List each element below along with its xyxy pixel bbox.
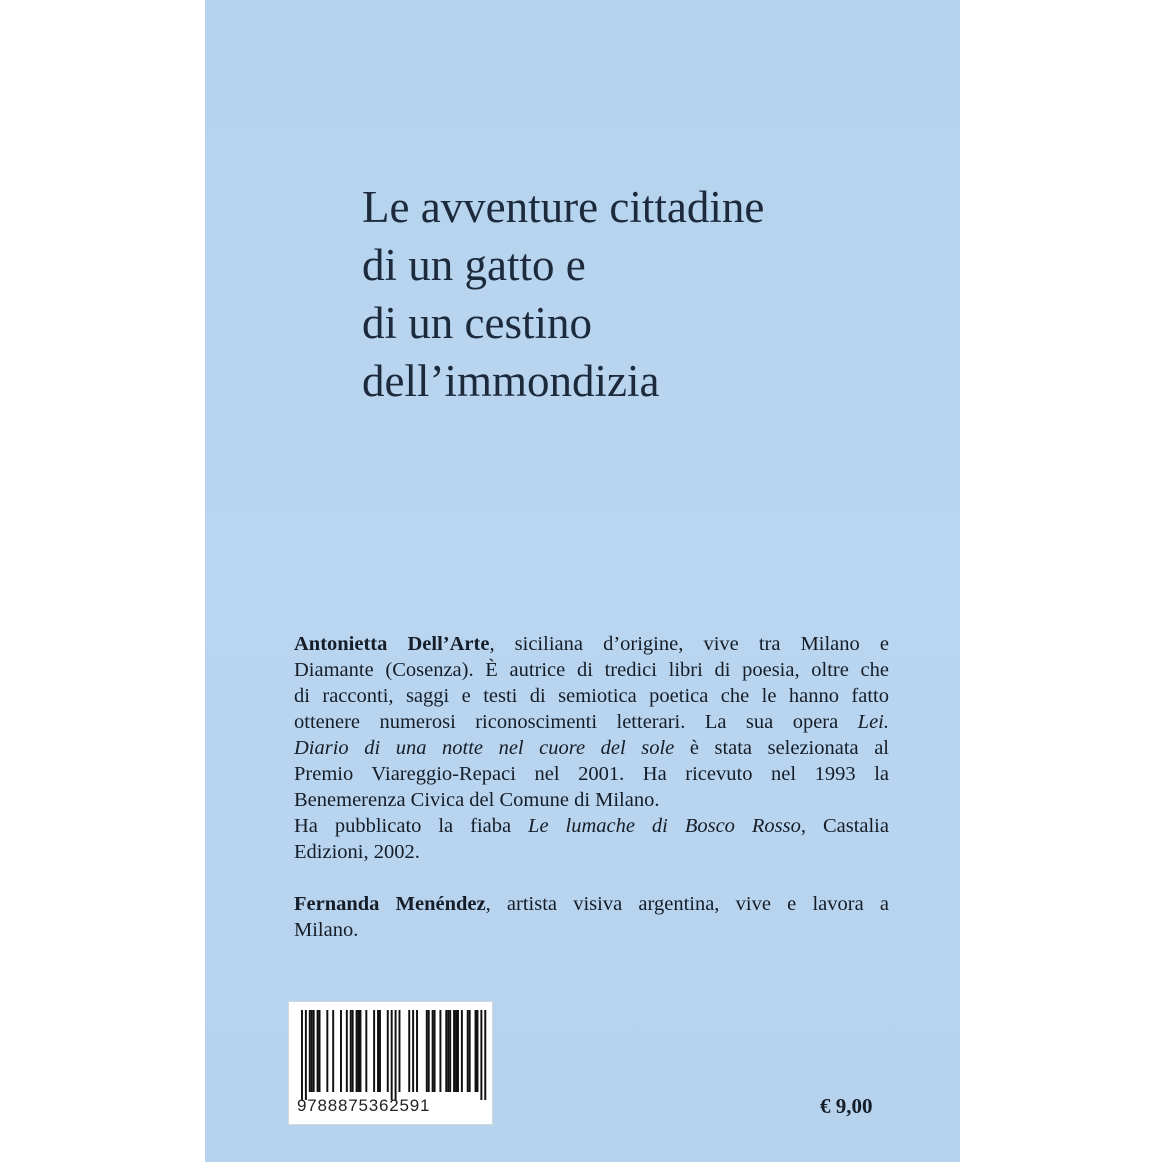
barcode-bar — [350, 1010, 352, 1092]
barcode-bar — [484, 1010, 486, 1100]
barcode-bar — [416, 1010, 418, 1092]
barcode-bar — [399, 1010, 401, 1092]
barcode-bar — [356, 1010, 358, 1092]
barcode-bar — [426, 1010, 428, 1092]
bio-section — [294, 631, 889, 943]
work-title: Lei. — [857, 711, 889, 733]
barcode-bar — [365, 1010, 367, 1092]
barcode-bar — [480, 1010, 482, 1100]
title-line: dell’immondizia — [362, 356, 660, 406]
barcode-bar — [445, 1010, 447, 1092]
title-line: di un cestino — [362, 298, 592, 348]
barcode-bar — [301, 1010, 303, 1100]
author-bio-line: Diamante (Cosenza). È autrice di tredici libri di poesia, oltre che — [294, 659, 889, 681]
author-bio-line — [294, 735, 889, 761]
barcode-bar — [391, 1010, 393, 1100]
book-back-cover — [205, 0, 960, 1162]
author-bio-text: , Castalia — [800, 815, 889, 837]
barcode-bar — [373, 1010, 375, 1092]
barcode-bar — [461, 1010, 463, 1092]
barcode-bar — [326, 1010, 328, 1092]
illustrator-bio-line — [294, 891, 889, 917]
author-bio-line: Edizioni, 2002. — [294, 841, 420, 863]
barcode-bar — [377, 1010, 379, 1092]
barcode-bar — [434, 1010, 436, 1092]
barcode-bar — [477, 1010, 479, 1092]
price: € 9,00 — [820, 1094, 873, 1118]
barcode-bar — [352, 1010, 354, 1092]
illustrator-name: Fernanda Menéndez — [294, 893, 486, 915]
author-bio-line — [294, 813, 889, 839]
barcode-bar — [475, 1010, 477, 1092]
barcode-bar — [428, 1010, 430, 1092]
barcode-bar — [447, 1010, 449, 1092]
author-bio-line: Premio Viareggio-Repaci nel 2001. Ha ricevuto nel 1993 la — [294, 763, 889, 785]
illustrator-bio — [294, 891, 889, 943]
author-bio-text: ottenere numerosi riconoscimenti letterari. La sua opera — [294, 711, 858, 733]
barcode-bar — [305, 1010, 307, 1100]
barcode-bar — [358, 1010, 360, 1092]
barcode-bar — [360, 1010, 362, 1092]
barcode-bar — [449, 1010, 451, 1092]
barcode-bar — [332, 1010, 334, 1092]
illustrator-bio-text: , artista visiva argentina, vive e lavora a — [485, 893, 889, 915]
barcode-bar — [346, 1010, 348, 1092]
barcode-bar — [317, 1010, 319, 1092]
author-bio-text: , siciliana d’origine, vive tra Milano e — [489, 633, 889, 655]
barcode-bar — [412, 1010, 414, 1092]
barcode — [288, 1001, 493, 1125]
barcode-bar — [395, 1010, 397, 1100]
author-bio-line: Benemerenza Civica del Comune di Milano. — [294, 789, 660, 811]
barcode-bar — [432, 1010, 434, 1092]
barcode-bar — [467, 1010, 469, 1092]
barcode-bar — [439, 1010, 441, 1092]
barcode-bar — [309, 1010, 311, 1092]
title-line: di un gatto e — [362, 240, 586, 290]
barcode-bar — [408, 1010, 410, 1092]
illustrator-bio-line: Milano. — [294, 919, 359, 941]
work-title: Le lumache di Bosco Rosso — [528, 815, 801, 837]
isbn-number: 9788875362591 — [297, 1096, 431, 1115]
barcode-bar — [457, 1010, 459, 1092]
barcode-bar — [469, 1010, 471, 1092]
author-bio-text: Ha pubblicato la fiaba — [294, 815, 529, 837]
barcode-bar — [453, 1010, 455, 1092]
barcode-bar — [311, 1010, 313, 1092]
barcode-bar — [313, 1010, 315, 1092]
barcode-bar — [387, 1010, 389, 1092]
book-title — [362, 178, 922, 410]
author-bio-line: di racconti, saggi e testi di semiotica poetica che le hanno fatto — [294, 685, 889, 707]
author-name: Antonietta Dell’Arte — [294, 633, 490, 655]
barcode-bar — [379, 1010, 381, 1092]
title-line: Le avventure cittadine — [362, 182, 765, 232]
author-bio — [294, 631, 889, 865]
author-bio-line — [294, 709, 889, 735]
work-title: Diario di una notte nel cuore del sole — [294, 737, 675, 759]
barcode-bar — [319, 1010, 321, 1092]
author-bio-line — [294, 631, 889, 657]
author-bio-text: è stata selezionata al — [674, 737, 889, 759]
barcode-bar — [455, 1010, 457, 1092]
barcode-bar — [340, 1010, 342, 1092]
